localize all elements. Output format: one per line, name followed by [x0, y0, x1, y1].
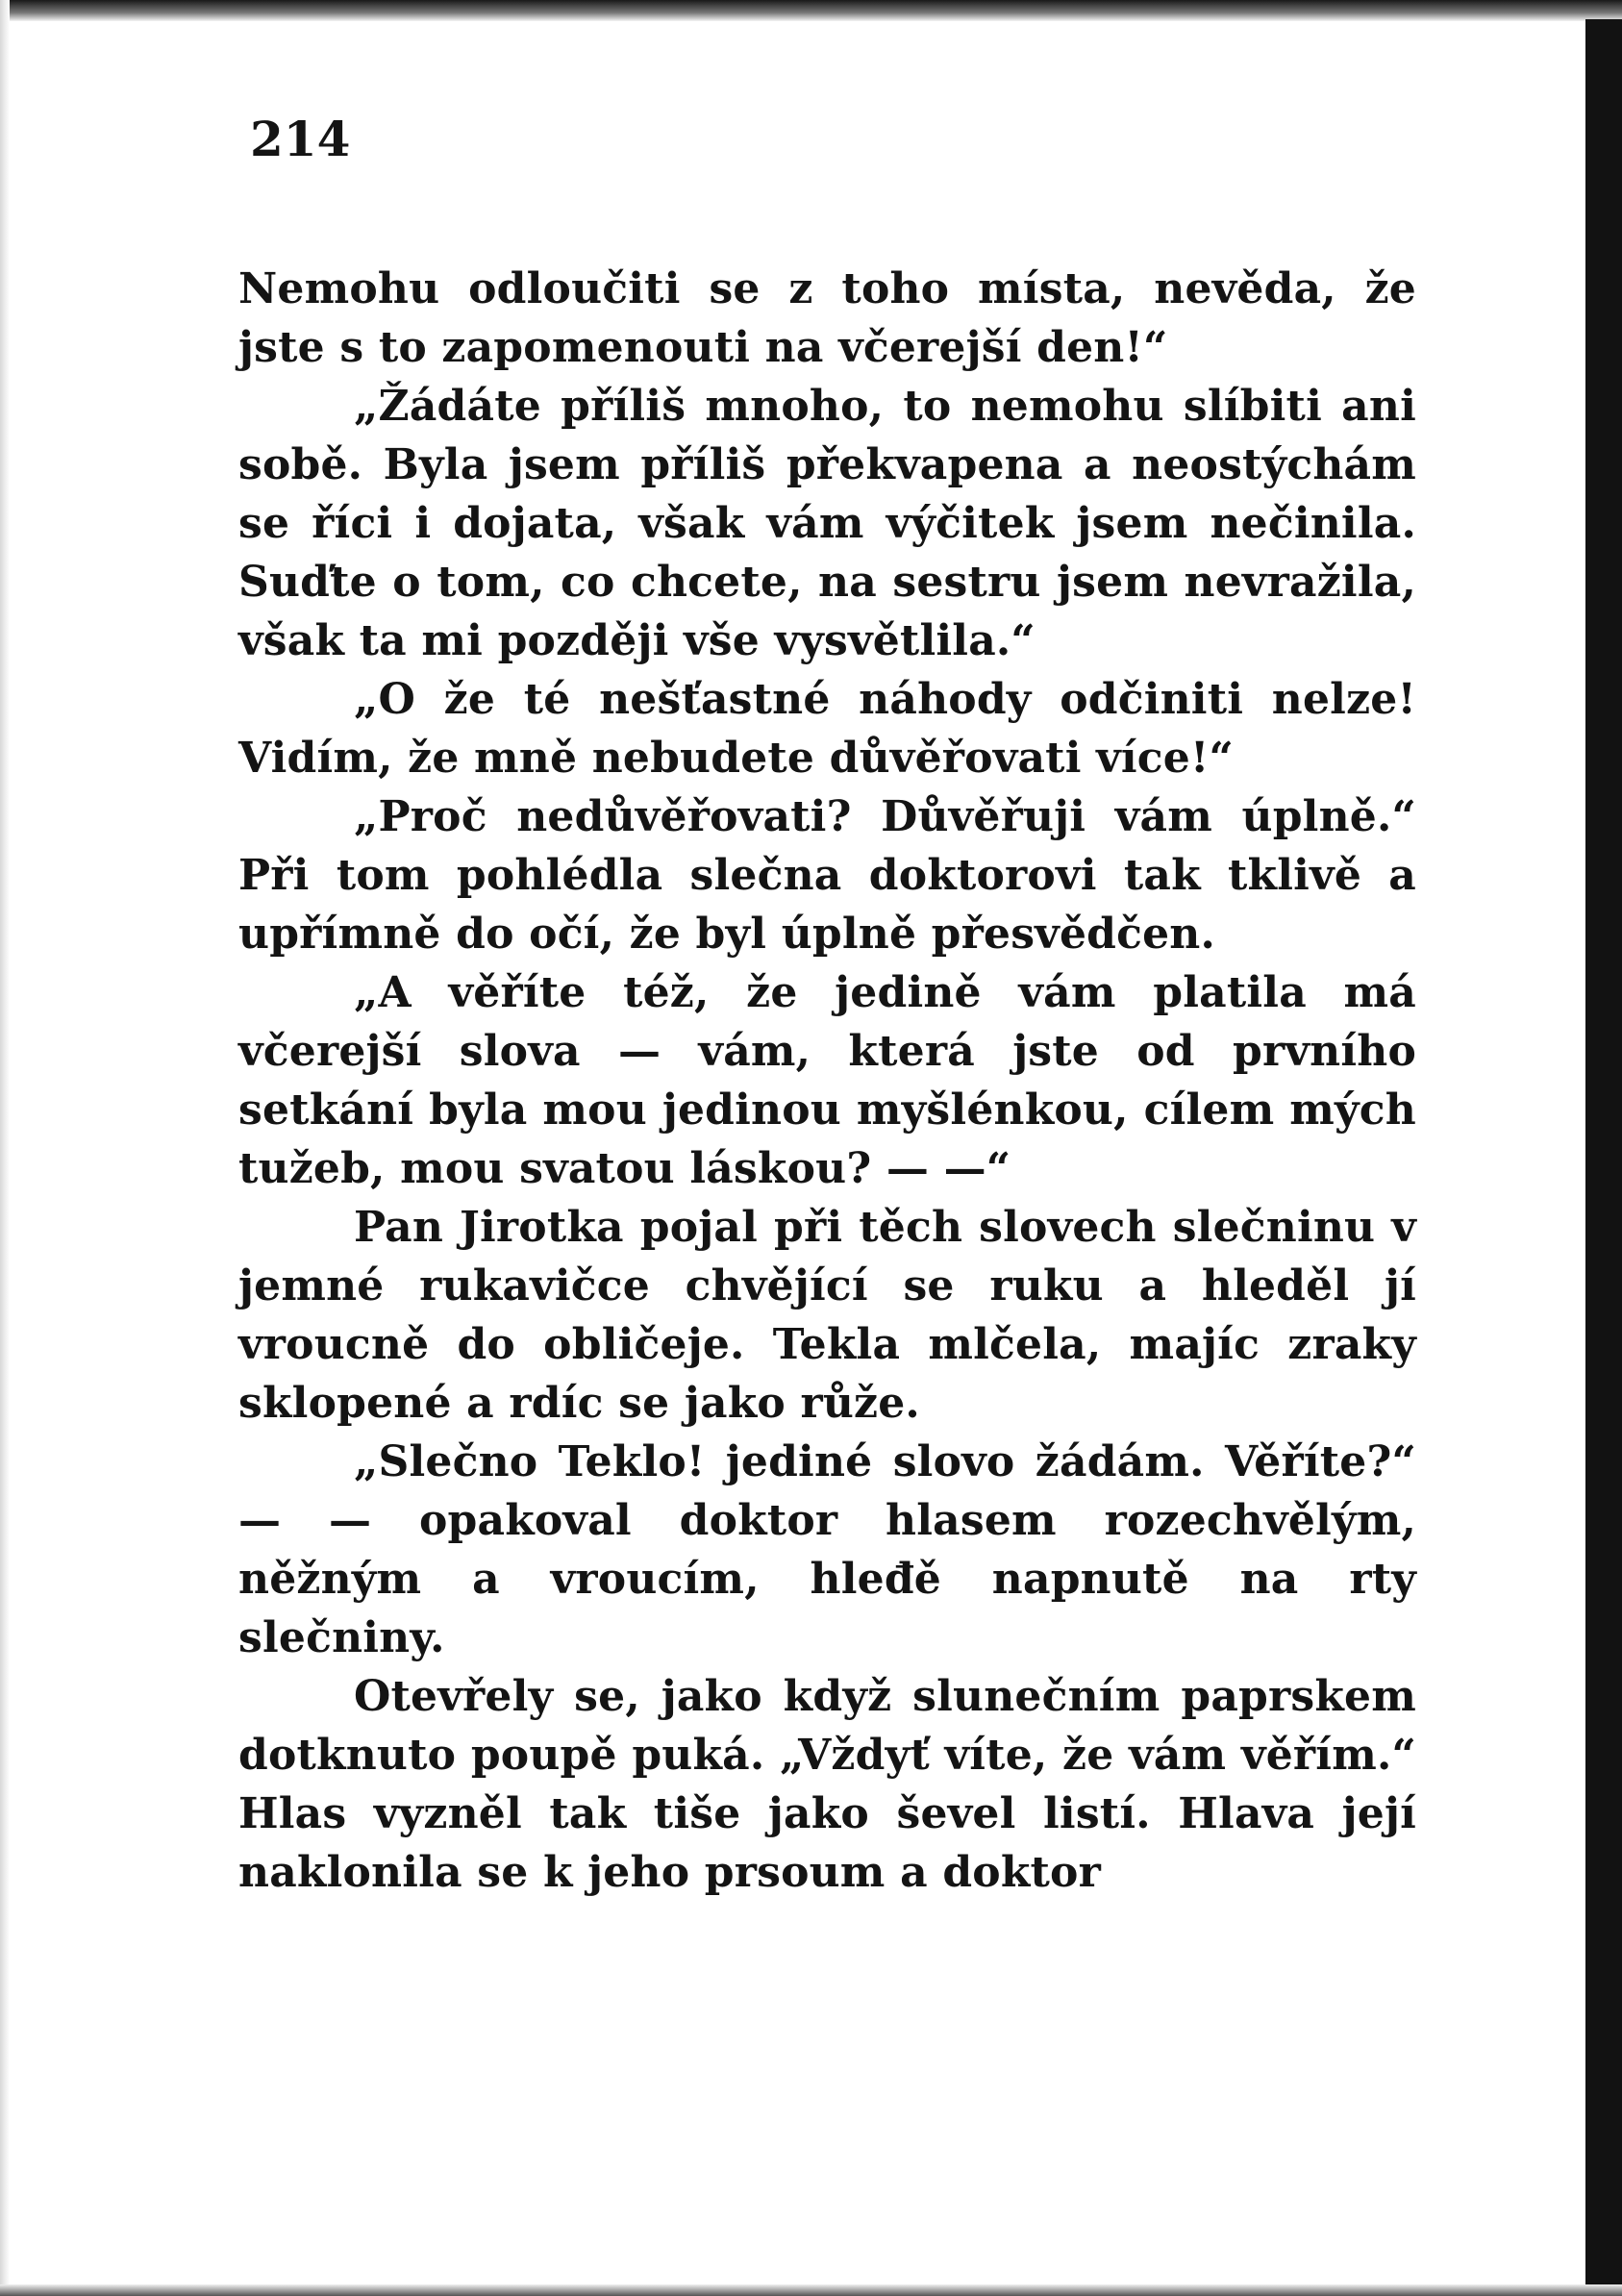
paragraph-7: „Slečno Teklo! jediné slovo žádám. Věříte?“ — — opakoval doktor hlasem rozechvělým, něžným a vroucím, hleđě napnutě na rty slečniny.	[238, 1437, 1416, 1662]
paragraph-8: Otevřely se, jako když slunečním paprskem dotknuto poupě puká. „Vždyť víte, že vám věřím.“ Hlas vyzněl tak tiše jako ševel listí. Hlava její naklonila se k jeho prsoum a doktor	[238, 1672, 1416, 1897]
book-page	[238, 111, 1416, 1902]
paragraph-3: „O že té nešťastné náhody odčiniti nelze! Vidím, že mně nebudete důvěřovati více!“	[238, 675, 1416, 783]
scan-bottom-edge	[0, 2284, 1622, 2296]
scan-top-edge	[0, 0, 1622, 21]
paragraph-6: Pan Jirotka pojal při těch slovech slečninu v jemné rukavičce chvějící se ruku a hleděl jí vroucně do obličeje. Tekla mlčela, majíc zraky sklopené a rdíc se jako růže.	[238, 1203, 1416, 1428]
paragraph-5: „A věříte též, že jedině vám platila má včerejší slova — vám, která jste od prvního setkání byla mou jedinou myšlénkou, cílem mých tužeb, mou svatou láskou? — —“	[238, 968, 1416, 1193]
paragraph-4: „Proč nedůvěřovati? Důvěřuji vám úplně.“ Při tom pohlédla slečna doktorovi tak tklivě a upřímně do očí, že byl úplně přesvědčen.	[238, 792, 1416, 959]
page-number: 214	[250, 111, 351, 167]
scan-left-edge	[0, 0, 10, 2296]
paragraph-2: „Žádáte příliš mnoho, to nemohu slíbiti ani sobě. Byla jsem příliš překvapena a neostýchám se říci i dojata, však vám výčitek jsem nečinila. Suďte o tom, co chcete, na sestru jsem nevražila, však ta mi později vše vysvětlila.“	[238, 382, 1416, 665]
scan-right-edge	[1585, 19, 1622, 2296]
paragraph-1: Nemohu odloučiti se z toho místa, nevěda, že jste s to zapomenouti na včerejší den!“	[238, 264, 1416, 372]
